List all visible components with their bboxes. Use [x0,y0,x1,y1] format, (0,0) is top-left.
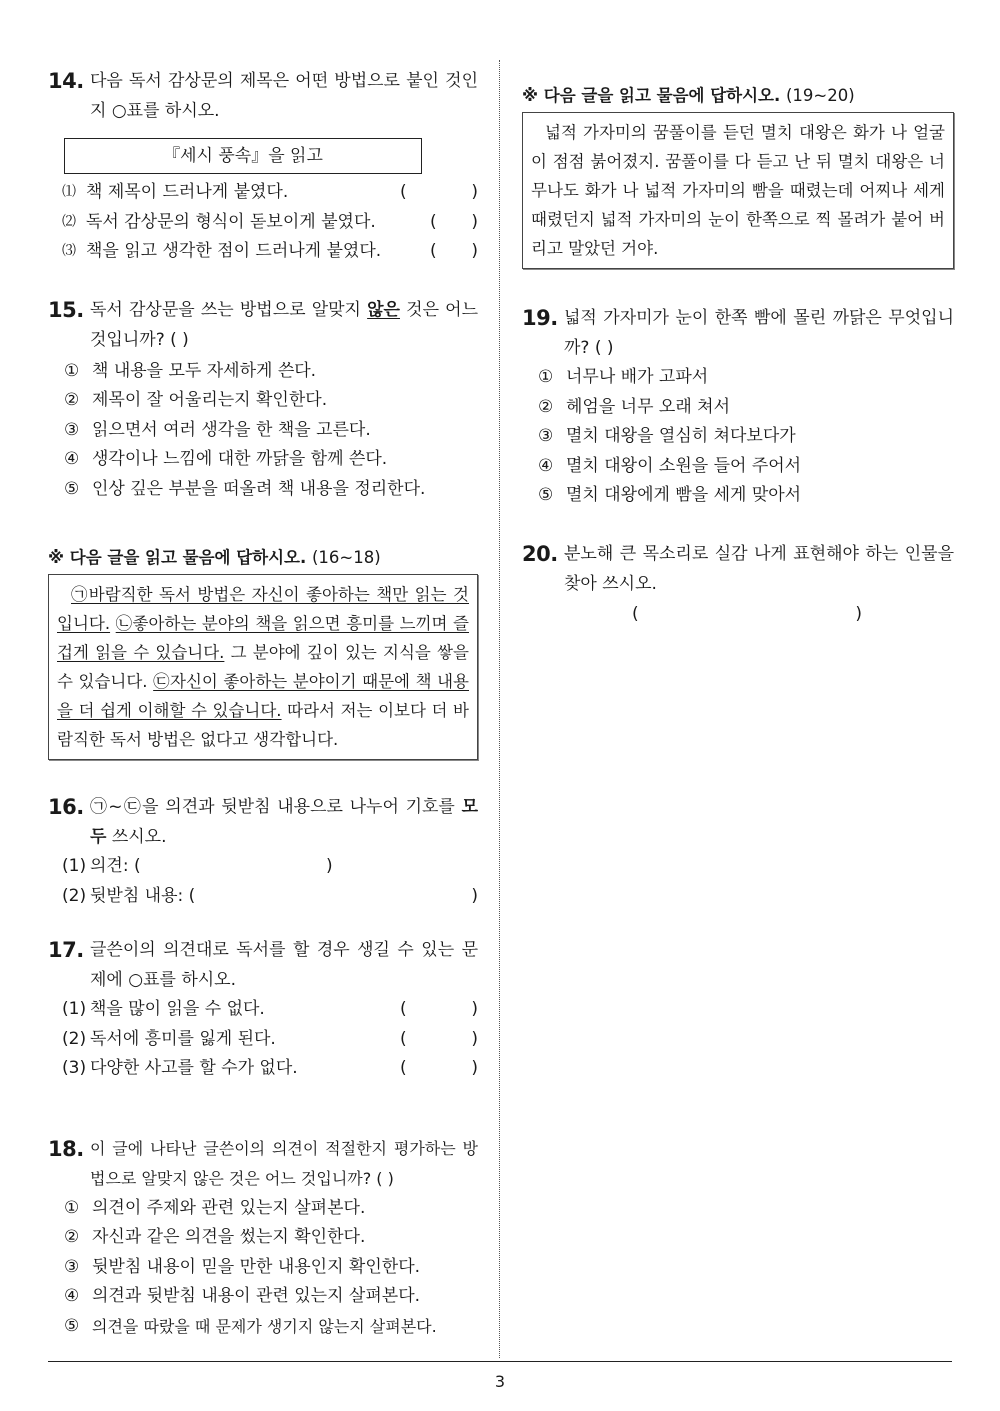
question-19: 19. 넓적 가자미가 눈이 한쪽 빰에 몰린 까닭은 무엇입니까? ( ) ① 너무나 배가 고파서 ② 헤엄을 너무 오래 쳐서 ③ 멸치 대왕을 열심히 쳐다보다가 ④ 멸치 대왕이 소원을 들어 주어서 ⑤ 멸치 대왕에게 빰을 세게 맞아서 [522,303,954,511]
option-item[interactable]: (2) 독서에 흥미를 잃게 된다. ( ) [48,1025,478,1055]
question-number: 15. [48,297,84,322]
footer-rule [48,1361,952,1362]
book-report-title-box [64,138,422,174]
option-item[interactable]: ⑵ 독서 감상문의 형식이 돋보이게 붙였다. ( ) [48,208,478,238]
option-item[interactable]: ② 자신과 같은 의견을 썼는지 확인한다. [64,1227,366,1247]
option-item[interactable]: (1) 책을 많이 읽을 수 없다. ( ) [48,995,478,1025]
option-item[interactable]: ⑶ 책을 읽고 생각한 점이 드러나게 붙였다. ( ) [48,237,478,267]
option-item[interactable]: ② 제목이 잘 어울리는지 확인한다. [64,390,328,410]
emphasis-all: 모두 [90,797,478,847]
question-14 [48,66,478,267]
reading-passage-16-18: ㉠바람직한 독서 방법은 자신이 좋아하는 책만 읽는 것입니다. ㉡좋아하는 분야의 책을 읽으면 흥미를 느끼며 즐겁게 읽을 수 있습니다. 그 분야에 깊이 있는 지식을 쌓을 수 있습니다. ㉢자신이 좋아하는 분야이기 때문에 책 내용을 더 쉽게 이해할 수 있습니다. 따라서 저는 이보다 더 바람직한 독서 방법은 없다고 생각합니다. [48,574,478,760]
answer-blank[interactable]: ( ) [430,211,478,232]
question-15: 15. 독서 감상문을 쓰는 방법으로 알맞지 않은 것은 어느 것입니까? ( ) ① 책 내용을 모두 자세하게 쓴다. ② 제목이 잘 어울리는지 확인한다. ③ 읽으면서 여러 생각을 한 책을 고른다. ④ 생각이나 느낌에 대한 까닭을 함께 쓴다. ⑤ 인상 깊은 부분을 떠올려 책 내용을 정리한다. [48,295,478,505]
answer-blank: ( ) [400,999,478,1019]
answer-blank: ( ) [400,1028,478,1049]
option-item[interactable]: ⑤ 멸치 대왕에게 빰을 세게 맞아서 [538,485,802,505]
answer-blank-20[interactable]: ( ) [632,603,862,624]
option-item[interactable]: ① 책 내용을 모두 자세하게 쓴다. [64,360,317,381]
instruction-19-20: ※ 다음 글을 읽고 물음에 답하시오. (19~20) 넓적 가자미의 꿈풀이를 듣던 멸치 대왕은 화가 나 얼굴이 점점 붉어졌지. 꿈풀이를 다 듣고 난 뒤 멸치 대왕은 너무나도 화가 나 넓적 가자미의 빰을 때렸는데 어찌나 세게 때렸던지 넓적 가자미의 눈이 한쪽으로 찍 몰려가 붙어 버리고 말았던 거야. [522,82,954,269]
sentence-a: ㉠바람직한 독서 방법은 자신이 좋아하는 책만 읽는 것입니다. [57,585,469,633]
page-number: 3 [494,1372,506,1391]
option-item[interactable]: ③ 멸치 대왕을 열심히 쳐다보다가 [538,426,796,446]
column-divider [499,60,500,1358]
option-item[interactable]: ③ 읽으면서 여러 생각을 한 책을 고른다. [64,419,371,440]
reading-passage-19-20: 넓적 가자미의 꿈풀이를 듣던 멸치 대왕은 화가 나 얼굴이 점점 붉어졌지. 꿈풀이를 다 듣고 난 뒤 멸치 대왕은 너무나도 화가 나 넓적 가자미의 빰을 때렸는데 어찌나 세게 때렸던지 넓적 가자미의 눈이 한쪽으로 찍 몰려가 붙어 버리고 말았던 거야. [522,112,954,269]
question-number: 18. [48,1136,84,1161]
answer-blank[interactable]: ( ) [430,241,478,261]
option-item[interactable]: ④ 생각이나 느낌에 대한 까닭을 함께 쓴다. [64,449,388,469]
instruction-16-18: ※ 다음 글을 읽고 물음에 답하시오. (16~18) ㉠바람직한 독서 방법은 자신이 좋아하는 책만 읽는 것입니다. ㉡좋아하는 분야의 책을 읽으면 흥미를 느끼며 즐겁게 읽을 수 있습니다. 그 분야에 깊이 있는 지식을 쌓을 수 있습니다. ㉢자신이 좋아하는 분야이기 때문에 책 내용을 더 쉽게 이해할 수 있습니다. 따라서 저는 이보다 더 바람직한 독서 방법은 없다고 생각합니다. [48,544,478,760]
sentence-c: ㉢자신이 좋아하는 분야이기 때문에 책 내용을 더 쉽게 이해할 수 있습니다. [57,672,469,720]
option-item[interactable]: (3) 다양한 사고를 할 수가 없다. ( ) [48,1054,478,1084]
emphasis-not: 않은 [367,299,400,320]
answer-blank[interactable]: ( ) [400,182,478,202]
question-number: 17. [48,938,84,962]
question-16: 16. ㉠~㉢을 의견과 뒷받침 내용으로 나누어 기호를 모두 쓰시오. (1) 의견: ( ) (2) 뒷받침 내용: ( ) [48,792,478,911]
right-column [522,60,954,629]
question-17: 17. 글쓴이의 의견대로 독서를 할 경우 생길 수 있는 문제에 ○표를 하시오. (1) 책을 많이 읽을 수 없다. ( ) (2) 독서에 흥미를 잃게 된다. ( ) (3) 다양한 사고를 할 수가 없다. ( ) [48,935,478,1084]
question-18: 18. 이 글에 나타난 글쓴이의 의견이 적절한지 평가하는 방법으로 알맞지 않은 것은 어느 것입니까? ( ) ① 의견이 주제와 관련 있는지 살펴본다. ② 자신과 같은 의견을 썼는지 확인한다. ③ 뒷받침 내용이 믿을 만한 내용인지 확인한다. ④ 의견과 뒷받침 내용이 관련 있는지 살펴본다. ⑤ 의견을 따랐을 때 문제가 생기지 않는지 살펴본다. [48,1134,478,1342]
question-number: 14. [48,69,84,93]
option-item[interactable]: ④ 의견과 뒷받침 내용이 관련 있는지 살펴본다. [64,1286,421,1306]
option-item[interactable]: ④ 멸치 대왕이 소원을 들어 주어서 [538,455,802,476]
sentence-b: ㉡좋아하는 분야의 책을 읽으면 흥미를 느끼며 즐겁게 읽을 수 있습니다. [57,614,469,662]
left-column [48,60,478,1341]
question-number: 20. [522,541,558,566]
option-item[interactable]: ③ 뒷받침 내용이 믿을 만한 내용인지 확인한다. [64,1256,421,1277]
option-item[interactable]: ② 헤엄을 너무 오래 쳐서 [538,396,731,417]
option-item[interactable]: ① 의견이 주제와 관련 있는지 살펴본다. [64,1197,366,1218]
question-number: 19. [522,306,558,330]
option-item[interactable]: ⑴ 책 제목이 드러나게 붙였다. ( ) [48,178,478,208]
question-number: 16. [48,795,84,819]
question-20: 20. 분노해 큰 목소리로 실감 나게 표현해야 하는 인물을 찾아 쓰시오. ( ) [522,539,954,629]
question-text: 다음 독서 감상문의 제목은 어떤 방법으로 붙인 것인지 ○표를 하시오. [90,71,478,121]
option-item[interactable]: ⑤ 의견을 따랐을 때 문제가 생기지 않는지 살펴본다. [64,1315,437,1336]
answer-opinion[interactable]: (1) 의견: ( ) [62,856,333,876]
option-item[interactable]: ① 너무나 배가 고파서 [538,367,709,387]
answer-blank: ( ) [400,1058,478,1078]
option-item[interactable]: ⑤ 인상 깊은 부분을 떠올려 책 내용을 정리한다. [64,478,426,499]
answer-support[interactable]: (2) 뒷받침 내용: ( ) [62,885,478,906]
book-report-title: 『세시 풍속』을 읽고 [163,146,323,166]
